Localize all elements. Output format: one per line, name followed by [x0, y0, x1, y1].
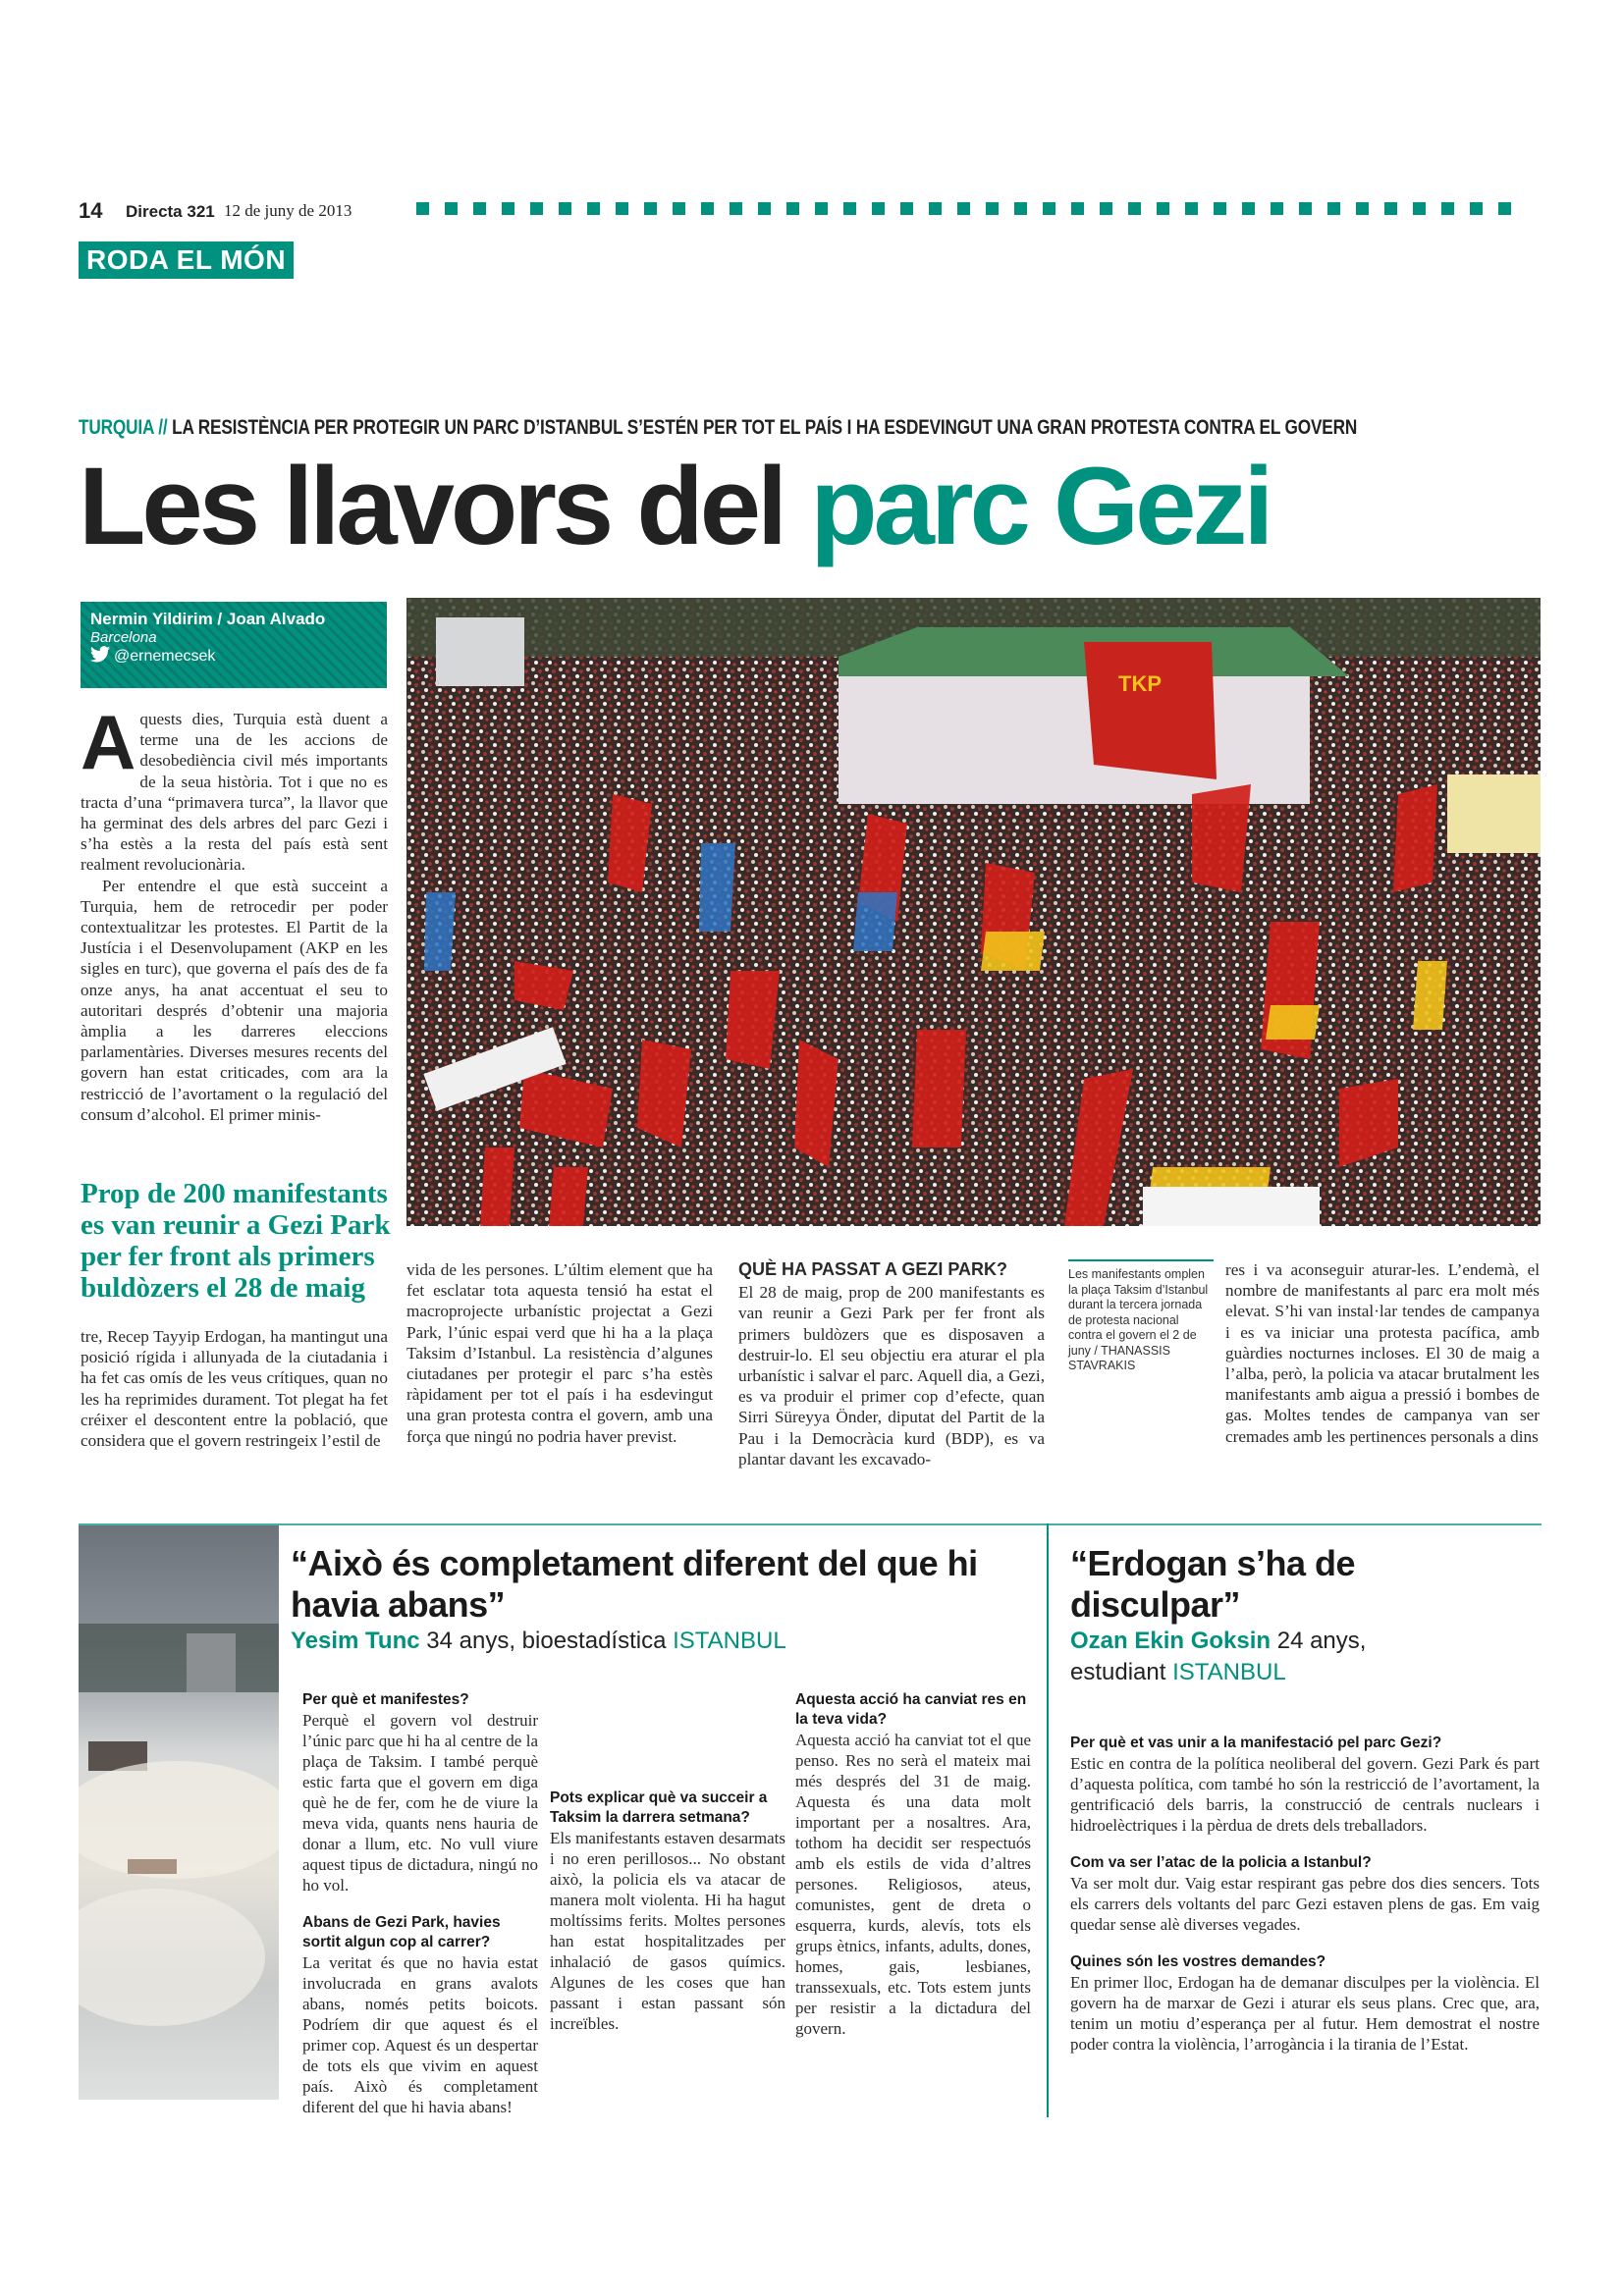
pull-quote: Prop de 200 manifestants es van reunir a Gezi Park per fer front als primers buldòzers el 28 de maig	[81, 1178, 391, 1304]
issue-date: 12 de juny de 2013	[224, 201, 352, 220]
body-column-1	[81, 699, 388, 1125]
interviewee-1-city: ISTANBUL	[673, 1628, 786, 1654]
twitter-bird-icon	[90, 646, 110, 667]
paragraph-1: quests dies, Turquia està duent a terme una de les accions de desobediència civil més importants de la seua història. Tot i que no es tracta d’una “primavera turca”, la llavor que ha germinat des dels arbres del parc Gezi i s’ha estès a la resta del país està sent realment revolucionària.	[81, 710, 388, 875]
interview-1-column-2b	[550, 1789, 785, 2052]
answer: En primer lloc, Erdogan ha de demanar disculpes per la violència. El govern ha de marxar de Gezi i aturar els seus plans. Crec que, ara, tenim un motiu d’esperança per al futur. Hem demostrat el nostre poder contra la violència, l’arrogància i la tirania de l’Estat.	[1070, 1973, 1540, 2054]
answer: Perquè el govern vol destruir l’únic parc que hi ha al centre de la plaça de Taksim. I també perquè estic farta que el govern em diga què he de fer, com he de viure la meva vida, quants nens hauria de donar a llum, etc. No vull viure aquest tipus de dictadura, ningú no ho vol.	[302, 1711, 538, 1895]
main-photo-taksim-crowd	[406, 598, 1541, 1226]
byline	[81, 602, 387, 688]
answer: Va ser molt dur. Vaig estar respirant gas pebre dos dies sencers. Tots els carrers dels voltants del parc Gezi estaven plens de gas. Em vaig quedar sense alè diverses vegades.	[1070, 1874, 1540, 1934]
answer: La veritat és que no havia estat involucrada en grans avalots abans, només petits boicots. Podríem dir que aquest és el primer cop. Aquest és un despertar de tots els que vivim en aquest país. Això és completament diferent del que hi havia abans!	[302, 1953, 538, 2116]
question: Abans de Gezi Park, havies sortit algun cop al carrer?	[302, 1914, 501, 1950]
banner-tkp: TKP	[1118, 671, 1162, 696]
interviewee-2-details: 24 anys, estudiant	[1070, 1628, 1367, 1685]
kicker	[79, 416, 1357, 440]
interview-2-header	[1070, 1543, 1532, 1688]
question: Per què et manifestes?	[302, 1691, 469, 1708]
interview-2-body	[1070, 1734, 1540, 2072]
interview-divider	[1047, 1523, 1049, 2117]
interview-1-column-3	[795, 1690, 1031, 2056]
interview-1-title: “Això és completament diferent del que hi havia abans”	[291, 1543, 978, 1625]
answer: Aquesta acció ha canviat tot el que penso. Res no serà el mateix mai més després del 31 de maig. Aquesta és una data molt important per a nosaltres. Ara, tothom ha decidit ser respectuós amb els estils de vida d’altres persones. Religiosos, ateus, comunistes, gent de dreta o esquerra, kurds, alevís, tots els grups ètnics, infants, adults, dones, homes, gais, lesbianes, transsexuals, etc. Tots estem junts per resistir a la dictadura del govern.	[795, 1731, 1031, 2038]
question: Com va ser l’atac de la policia a Istanbul?	[1070, 1854, 1372, 1871]
interview-1-header	[291, 1543, 1037, 1657]
answer: Els manifestants estaven desarmats i no eren perillosos... No obstant això, la policia els va atacar de manera molt violenta. Hi ha hagut moltíssims ferits. Moltes persones han estat hospitalitzades per inhalació de gasos químics. Algunes de les coses que han passant i estan passant són increïbles.	[550, 1829, 785, 2033]
paragraph-3: vida de les persones. L’últim element que ha fet esclatar tota aquesta tensió ha estat el macroprojecte urbanístic projectat a Gezi Park, l’únic espai verd que hi ha a la plaça Taksim d’Istanbul. La resistència d’algunes ciutadanes per protegir el parc s’ha estès ràpidament per tot el país i ha esdevingut una gran protesta contra el govern, amb una força que ningú no podria haver previst.	[406, 1260, 713, 1446]
headline	[79, 445, 1271, 567]
photo-caption: Les manifestants omplen la plaça Taksim d’Istanbul durant la tercera jornada de protesta nacional contra el govern el 2 de juny / THANASSIS STAVRAKIS	[1068, 1259, 1214, 1374]
interviewee-1-details: 34 anys, bioestadística	[419, 1628, 674, 1654]
interview-1-column-1	[302, 1690, 538, 2135]
headline-part2: parc Gezi	[810, 445, 1271, 567]
paragraph-5: res i va aconseguir aturar-les. L’endemà, el nombre de manifestants al parc era molt més elevat. S’hi van instal·lar tendes de campanya i es va iniciar una protesta pacífica, amb guàrdies nocturnes incloses. El 30 de maig a l’alba, però, la policia va atacar brutalment les manifestants amb aigua a pressió i bombes de gas. Moltes tendes de campanya van ser cremades amb les pertinences personals a dins	[1225, 1260, 1540, 1446]
paragraph-2: Per entendre el que està succeint a Turquia, hem de retrocedir per poder contextualitzar les protestes. El Partit de la Justícia i el Desenvolupament (AKP en les sigles en turc), que governa el país des de fa onze anys, ha anat accentuat el seu to autoritari després d’obtenir una majoria àmplia a les darreres eleccions parlamentàries. Diverses mesures recents del govern han estat criticades, com ara la restricció de l’avortament o la regulació del consum d’alcohol. El primer minis-	[81, 876, 388, 1124]
section-divider	[79, 1523, 1542, 1525]
publication-name: Directa 321	[126, 202, 215, 221]
headline-part1: Les llavors del	[79, 445, 811, 567]
subhead: QUÈ HA PASSAT A GEZI PARK?	[738, 1259, 1008, 1279]
kicker-text: LA RESISTÈNCIA PER PROTEGIR UN PARC D’ISTANBUL S’ESTÉN PER TOT EL PAÍS I HA ESDEVINGUT UNA GRAN PROTESTA CONTRA EL GOVERN	[172, 416, 1358, 439]
byline-authors: Nermin Yildirim / Joan Alvado	[90, 610, 326, 628]
interview-2-title: “Erdogan s’ha de disculpar”	[1070, 1543, 1356, 1625]
question: Per què et vas unir a la manifestació pel parc Gezi?	[1070, 1735, 1442, 1751]
section-tag: RODA EL MÓN	[79, 241, 294, 279]
kicker-topic: TURQUIA //	[79, 416, 168, 439]
byline-location: Barcelona	[90, 629, 157, 646]
answer: Estic en contra de la política neoliberal del govern. Gezi Park és part d’aquesta política, com també ho són la restricció de l’avortament, la gentrificació dels barris, la construcció de centrals nuclears i hidroelèctriques i la pèrdua de drets dels treballadors.	[1070, 1754, 1540, 1835]
dotted-rule	[416, 202, 1511, 215]
interviewee-2-name: Ozan Ekin Goksin	[1070, 1628, 1271, 1654]
drop-cap: A	[81, 699, 136, 785]
body-column-3	[738, 1259, 1045, 1469]
question: Quines són les vostres demandes?	[1070, 1953, 1326, 1970]
paragraph-2-continued: tre, Recep Tayyip Erdogan, ha mantingut una posició rígida i allunyada de la ciutadania i ha fet cas omís de les veus crítiques, quan no les ha reprimides durament. Tot plegat ha fet créixer el descontent entre la població, que considera que el govern restringeix l’estil de	[81, 1327, 388, 1451]
interviewee-2-city: ISTANBUL	[1172, 1659, 1286, 1685]
tear-gas-photo	[79, 1525, 279, 2100]
page-number: 14	[79, 198, 103, 223]
question: Aquesta acció ha canviat res en la teva vida?	[795, 1691, 1027, 1728]
paragraph-4: El 28 de maig, prop de 200 manifestants es van reunir a Gezi Park per fer front als primers buldòzers que es disposaven a destruir-lo. El seu objectiu era aturar el pla urbanístic i salvar el parc. Aquell dia, a Gezi, es va produir el primer cop d’efecte, quan Sirri Süreyya Önder, diputat del Partit de la Pau i la Democràcia kurd (BDP), es va plantar davant les excavado-	[738, 1283, 1045, 1468]
interviewee-1-name: Yesim Tunc	[291, 1628, 420, 1654]
twitter-handle[interactable]: @ernemecsek	[114, 648, 216, 665]
question: Pots explicar què va succeir a Taksim la darrera setmana?	[550, 1789, 768, 1826]
